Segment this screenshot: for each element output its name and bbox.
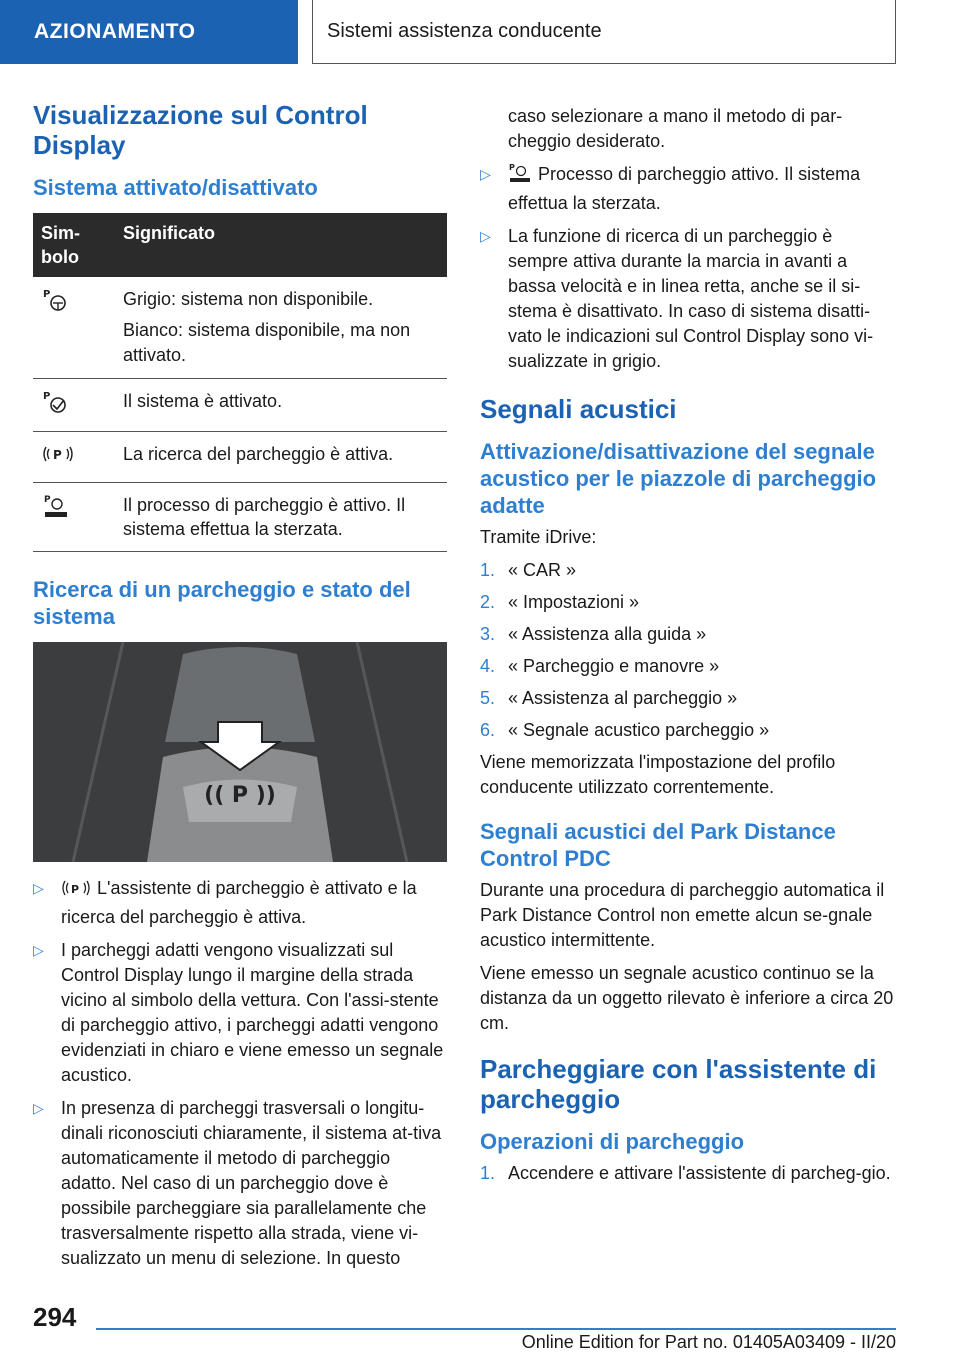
- list-item: ▷ P Processo di parcheggio attivo. Il sistema effettua la sterzata.: [480, 163, 861, 213]
- svg-text:P: P: [71, 883, 80, 896]
- list-item: caso selezionare a mano il metodo di par-cheggio desiderato.: [508, 106, 843, 151]
- footer-divider: [96, 1328, 896, 1330]
- svg-text:P: P: [43, 391, 51, 402]
- section-tab: AZIONAMENTO: [0, 0, 298, 64]
- col-symbol: Sim-bolo: [33, 213, 115, 277]
- heading-signal-activation: Attivazione/disattivazione del segnale acustico per le piazzole di parcheggio adatte: [480, 439, 877, 518]
- list-item: 5. « Assistenza al parcheggio »: [480, 688, 738, 708]
- table-row: [33, 277, 447, 379]
- heading-system-status: Sistema attivato/disattivato: [33, 175, 318, 200]
- ops-steps: [480, 1161, 896, 1186]
- table-cell-text: Il processo di parcheggio è attivo. Il sistema effettua la sterzata.: [123, 495, 406, 539]
- parking-assist-on-icon: [41, 389, 71, 421]
- memo-text: Viene memorizzata l'impostazione del profilo conducente utilizzato correntemente.: [480, 752, 836, 797]
- table-cell-text: Grigio: sistema non disponibile.: [123, 289, 374, 309]
- pdc-paragraph-1: Durante una procedura di parcheggio automatica il Park Distance Control non emette alcun se-gnale acustico intermittente.: [480, 880, 885, 950]
- symbol-table-header: [33, 213, 447, 277]
- svg-text:(( P )): (( P )): [204, 783, 276, 808]
- parking-search-icon: [41, 442, 75, 472]
- col-meaning: Significato: [115, 213, 447, 277]
- edition-text: Online Edition for Part no. 01405A03409 - II/20: [521, 1332, 896, 1352]
- continued-bullet-list: [480, 104, 896, 374]
- list-item: ▷ P L'assistente di parcheggio è attivato e la ricerca del parcheggio è attiva.: [33, 878, 417, 927]
- list-item: ▷ In presenza di parcheggi trasversali o longitu-dinali riconosciuti chiaramente, il sistema at-tiva automaticamente il metodo di parcheggio adatto. Nel caso di un parcheggio dove è possibile parcheggiare sia parallelamente che trasversalmente rispetto alla strada, viene vi-sualizzato un menu di selezione. In questo: [33, 1098, 442, 1268]
- list-item: 1. « CAR »: [480, 560, 577, 580]
- table-row: [33, 432, 447, 483]
- symbol-table: [33, 213, 447, 552]
- control-display-image: [33, 642, 447, 862]
- svg-text:P: P: [53, 448, 62, 462]
- table-cell-text: La ricerca del parcheggio è attiva.: [123, 444, 394, 464]
- table-row: [33, 379, 447, 432]
- table-row: [33, 483, 447, 552]
- search-bullet-list: [33, 876, 447, 1271]
- parking-assist-off-icon: [41, 287, 71, 319]
- list-item: 2. « Impostazioni »: [480, 592, 640, 612]
- svg-text:P: P: [44, 495, 51, 505]
- list-item: 1. Accendere e attivare l'assistente di parcheg-gio.: [480, 1163, 891, 1183]
- table-cell-text: Il sistema è attivato.: [123, 391, 283, 411]
- heading-parking-ops: Operazioni di parcheggio: [480, 1129, 745, 1154]
- list-item: ▷ I parcheggi adatti vengono visualizzati sul Control Display lungo il margine della strada vicino al simbolo della vettura. Con l'assi-stente di parcheggio attivo, i parcheggi adatti vengono evidenziati in chiaro e viene emesso un segnale acustico.: [33, 940, 444, 1085]
- parking-auto-icon: [41, 493, 71, 525]
- heading-search-status: Ricerca di un parcheggio e stato del sistema: [33, 577, 411, 629]
- list-item: 4. « Parcheggio e manovre »: [480, 656, 720, 676]
- parking-auto-icon: [508, 162, 532, 191]
- list-item: 6. « Segnale acustico parcheggio »: [480, 720, 770, 740]
- page-number: 294: [33, 1302, 77, 1332]
- heading-acoustic-signals: Segnali acustici: [480, 394, 677, 424]
- svg-text:P: P: [43, 289, 51, 300]
- parking-search-icon: [61, 878, 91, 905]
- list-item: ▷ La funzione di ricerca di un parcheggio è sempre attiva durante la marcia in avanti a bassa velocità e in linea retta, anche se il si-stema è disattivato. In caso di sistema disatti-vato le indicazioni sul Control Display sono vi-sualizzate in grigio.: [480, 226, 874, 371]
- right-column: [480, 104, 896, 1193]
- table-cell-text: Bianco: sistema disponibile, ma non attivato.: [123, 320, 411, 365]
- left-column: [33, 100, 447, 1279]
- idrive-intro: Tramite iDrive:: [480, 527, 597, 547]
- heading-pdc: Segnali acustici del Park Distance Control PDC: [480, 819, 836, 871]
- heading-control-display: Visualizzazione sul Control Display: [33, 100, 368, 160]
- list-item: 3. « Assistenza alla guida »: [480, 624, 707, 644]
- idrive-steps: [480, 558, 896, 743]
- pdc-paragraph-2: Viene emesso un segnale acustico continuo se la distanza da un oggetto rilevato è inferiore a circa 20 cm.: [480, 963, 894, 1033]
- chapter-title: Sistemi assistenza conducente: [312, 0, 896, 64]
- svg-text:P: P: [509, 163, 515, 172]
- heading-park-assist: Parcheggiare con l'assistente di parcheggio: [480, 1054, 877, 1114]
